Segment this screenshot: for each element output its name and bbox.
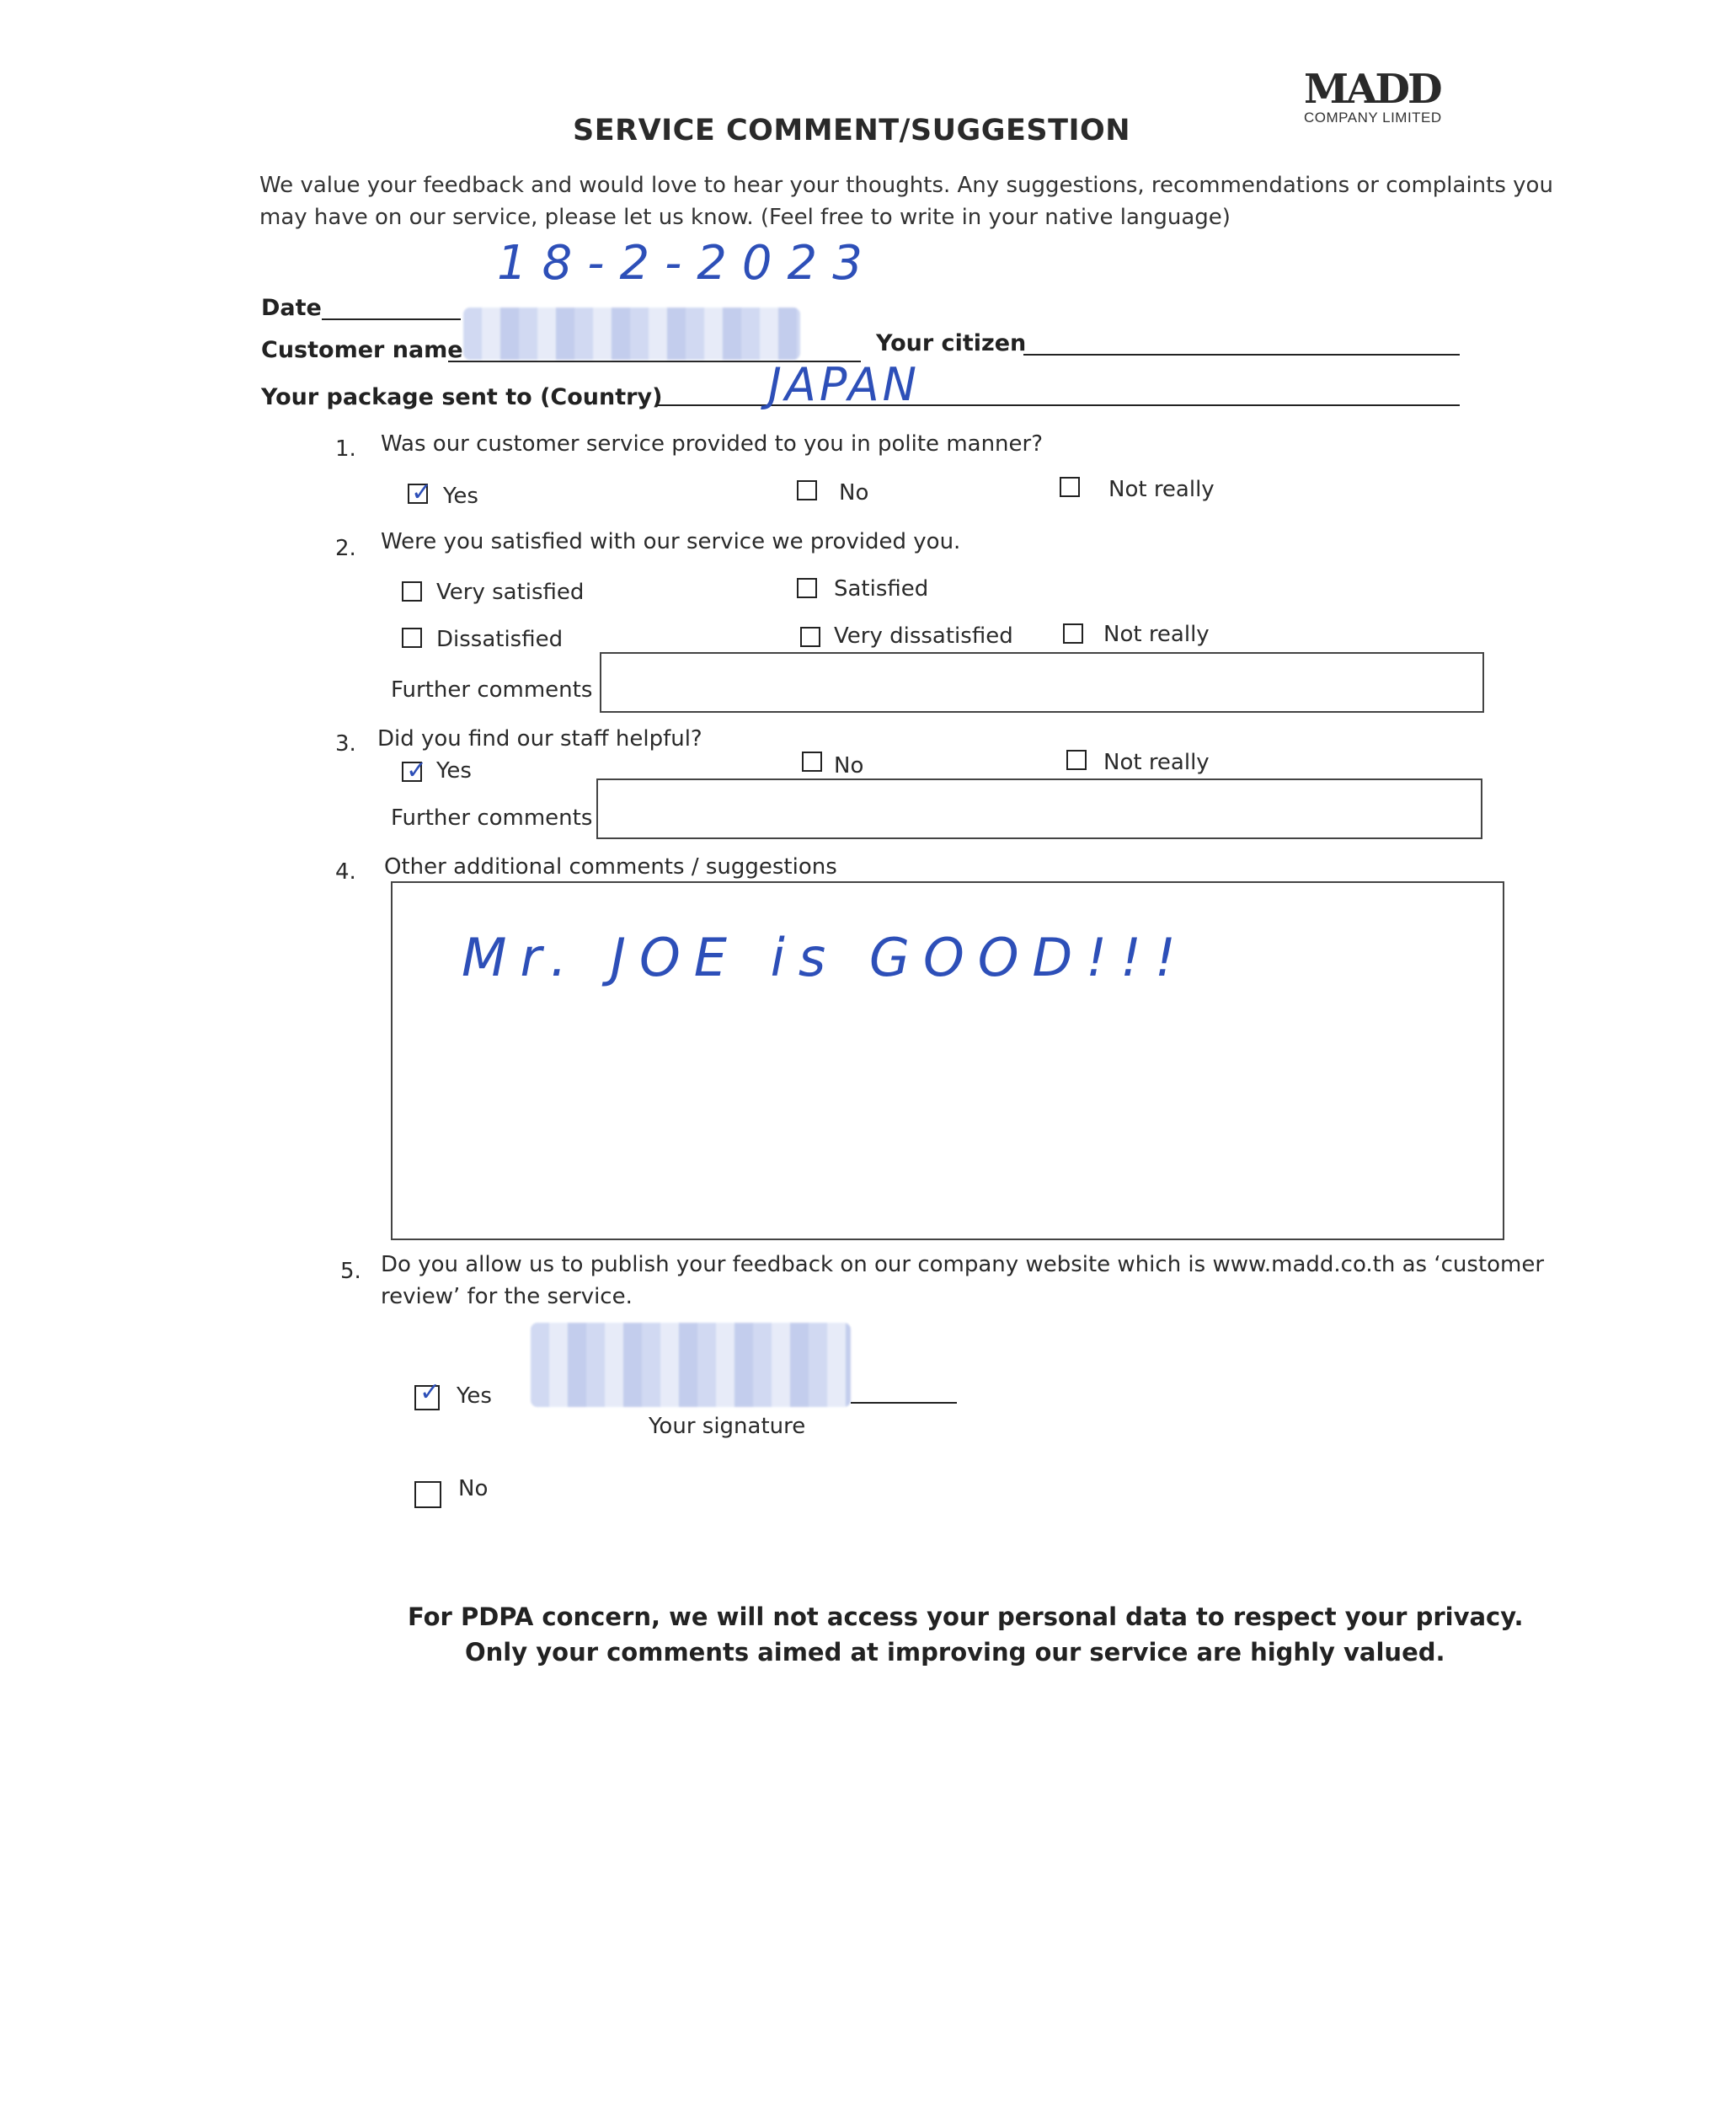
q3-not-really-label: Not really: [1103, 750, 1210, 775]
q4-handwritten-answer: Mr. JOE is GOOD!!!: [462, 927, 1189, 988]
date-handwritten: 18-2-2023: [497, 236, 878, 291]
q3-no-checkbox[interactable]: [802, 752, 822, 772]
company-logo: MADD: [1304, 66, 1440, 113]
country-handwritten: JAPAN: [768, 358, 921, 411]
q2-text: Were you satisfied with our service we provided you.: [381, 529, 961, 554]
q1-not-really-label: Not really: [1108, 477, 1215, 502]
q2-not-really-checkbox[interactable]: [1063, 623, 1083, 644]
signature-label: Your signature: [649, 1414, 806, 1439]
q1-no-label: No: [839, 480, 869, 506]
q2-number: 2.: [335, 536, 356, 561]
q3-yes-label: Yes: [436, 758, 472, 784]
pdpa-notice-line-1: For PDPA concern, we will not access your personal data to respect your privacy.: [408, 1602, 1524, 1631]
q2-very-satisfied-label: Very satisfied: [436, 580, 585, 605]
q5-yes-check-icon: ✓: [419, 1378, 441, 1407]
q5-no-checkbox[interactable]: [414, 1481, 441, 1508]
q1-yes-check-icon: ✓: [411, 478, 433, 507]
citizen-line[interactable]: [1023, 354, 1460, 356]
q3-no-label: No: [834, 753, 864, 778]
q1-not-really-checkbox[interactable]: [1060, 477, 1080, 497]
q1-text: Was our customer service provided to you in polite manner?: [381, 431, 1044, 457]
q1-yes-label: Yes: [443, 484, 478, 509]
q2-dissatisfied-checkbox[interactable]: [402, 628, 422, 648]
q3-number: 3.: [335, 731, 356, 757]
signature-line[interactable]: [851, 1402, 957, 1404]
q2-satisfied-label: Satisfied: [834, 576, 929, 602]
customer-name-redacted: [463, 308, 800, 360]
q3-yes-check-icon: ✓: [406, 756, 428, 785]
q2-very-dissatisfied-label: Very dissatisfied: [834, 623, 1013, 649]
q5-yes-label: Yes: [457, 1383, 492, 1409]
q3-not-really-checkbox[interactable]: [1066, 750, 1087, 770]
q3-text: Did you find our staff helpful?: [377, 726, 702, 752]
date-label: Date: [261, 295, 322, 321]
q3-further-comments-box[interactable]: [596, 778, 1482, 839]
q3-further-comments-label: Further comments: [391, 805, 593, 831]
q5-line-1: Do you allow us to publish your feedback on our company website which is www.madd.co.th as ‘customer: [381, 1252, 1545, 1277]
signature-redacted: [531, 1323, 851, 1407]
form-title: SERVICE COMMENT/SUGGESTION: [573, 114, 1131, 147]
intro-line-1: We value your feedback and would love to hear your thoughts. Any suggestions, recommendations or complaints you: [259, 173, 1553, 198]
q5-no-label: No: [458, 1476, 489, 1501]
q2-very-dissatisfied-checkbox[interactable]: [800, 627, 820, 647]
q4-number: 4.: [335, 859, 356, 885]
country-label: Your package sent to (Country): [261, 384, 663, 410]
q2-not-really-label: Not really: [1103, 622, 1210, 647]
company-logo-subtitle: COMPANY LIMITED: [1304, 110, 1442, 126]
q5-line-2: review’ for the service.: [381, 1284, 633, 1309]
q2-very-satisfied-checkbox[interactable]: [402, 581, 422, 602]
q2-further-comments-label: Further comments: [391, 677, 593, 703]
intro-line-2: may have on our service, please let us know. (Feel free to write in your native language): [259, 205, 1231, 230]
citizen-label: Your citizen: [876, 330, 1027, 356]
q1-number: 1.: [335, 436, 356, 462]
q4-text: Other additional comments / suggestions: [384, 854, 837, 880]
q2-satisfied-checkbox[interactable]: [797, 578, 817, 598]
q1-no-checkbox[interactable]: [797, 480, 817, 500]
q2-further-comments-box[interactable]: [600, 652, 1484, 713]
q2-dissatisfied-label: Dissatisfied: [436, 627, 564, 652]
date-line[interactable]: [322, 318, 461, 320]
pdpa-notice-line-2: Only your comments aimed at improving our service are highly valued.: [465, 1638, 1445, 1667]
customer-name-label: Customer name: [261, 337, 463, 363]
q5-number: 5.: [340, 1259, 361, 1284]
